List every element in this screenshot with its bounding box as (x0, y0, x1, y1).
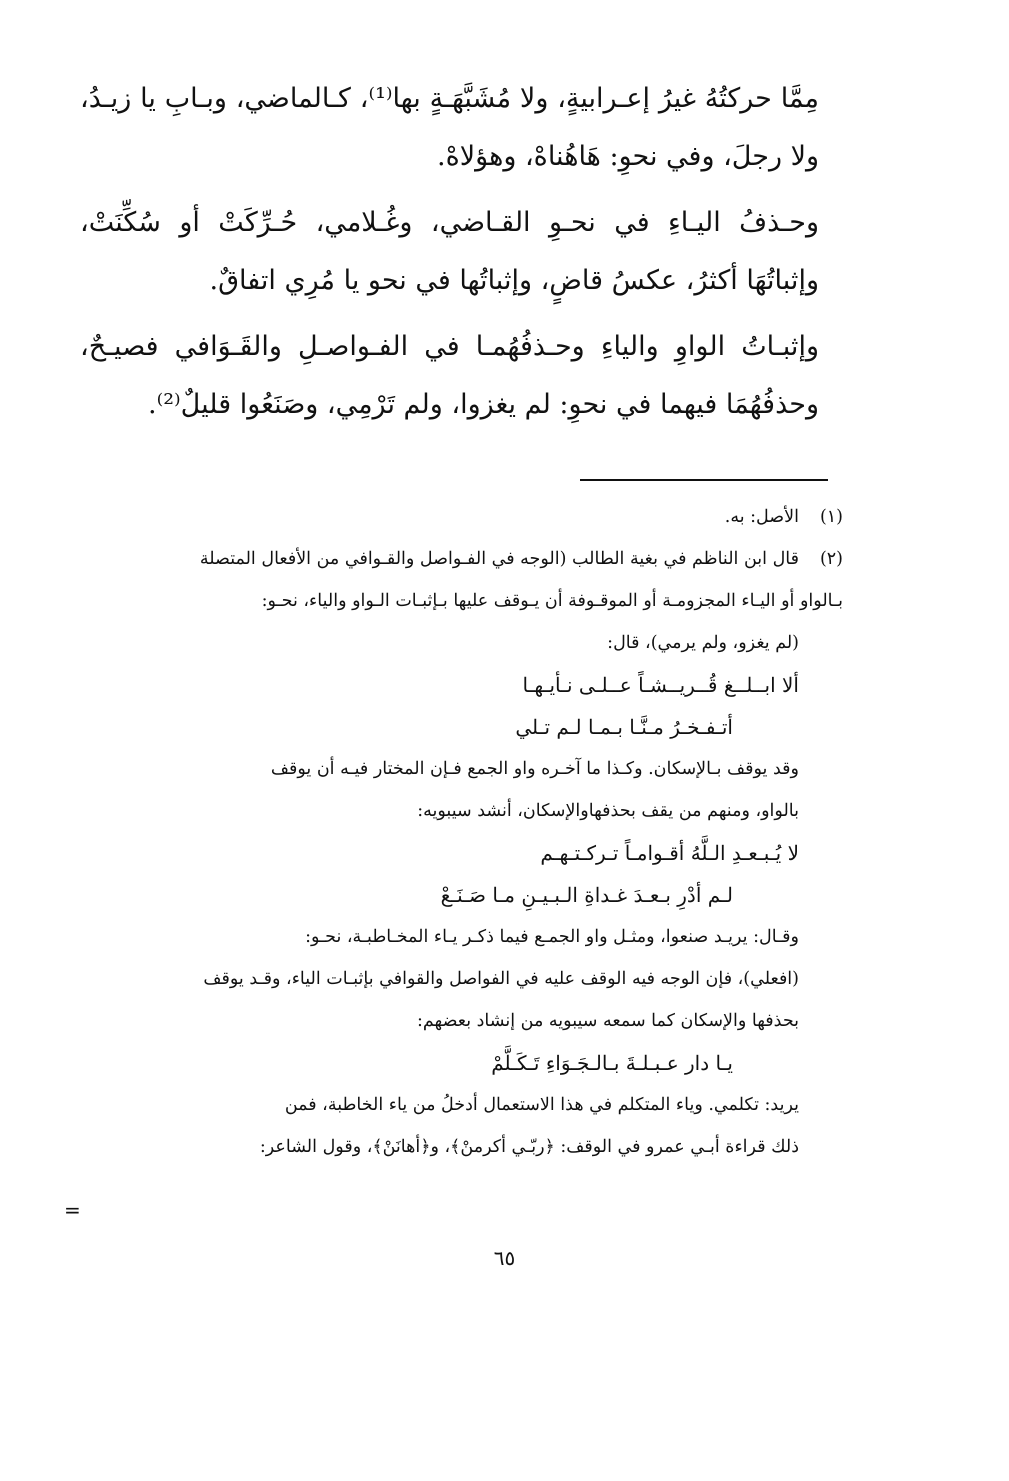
footnote-2-line-9: يريد: تكلمي. وياء المتكلم في هذا الاستعمال أدخلُ من ياء الخاطبة، فمن (284, 1095, 799, 1115)
footnote-separator (580, 479, 828, 481)
paragraph-1: مِمَّا حركتُهُ غيرُ إعـرابيةٍ، ولا مُشَبَّهَـةٍ بها⁽¹⁾، كـالماضي، وبـابِ يا زيـدُ، ولا رجلَ، وفي نحوِ: هَاهُناهْ، وهؤلاهْ. (80, 83, 820, 172)
page-number: ٦٥ (493, 1246, 516, 1270)
footnote-2-first-line (82, 538, 843, 580)
footnote-1 (82, 496, 843, 538)
paragraph-2: وحـذفُ اليـاءِ في نحـوِ القـاضي، وغُـلامي، حُـرِّكَتْ أو سُكِّنَتْ، وإثباتُهَا أكثرُ، عكسُ قاضٍ، وإثباتُها في نحو يا مُرِي اتفاقٌ. (80, 207, 819, 296)
footnote-2-line-4: وقد يوقف بـالإسكان. وكـذا ما آخـره واو الجمع فـإن المختار فيـه أن يوقف (270, 759, 799, 779)
main-text (80, 70, 819, 434)
footnote-2-line-7: (افعلي)، فإن الوجه فيه الوقف عليه في الفواصل والقوافي بإثبـات الياء، وقـد يوقف (203, 969, 799, 989)
continuation-mark: = (64, 1198, 81, 1222)
footnote-1-number: (١) (819, 507, 843, 527)
footnote-2-line-5: بالواو، ومنهم من يقف بحذفهاوالإسكان، أنشد سيبويه: (417, 801, 799, 821)
paragraph-3: وإثبـاتُ الواوِ والياءِ وحـذفُهُمـا في الفـواصـلِ والقَـوَافي فصيـحٌ، وحذفُهُمَا فيهما في نحوِ: لم يغزوا، ولم تَرْمِي، وصَنَعُوا قليلٌ⁽²⁾. (80, 331, 819, 420)
footnote-2-line-8: بحذفها والإسكان كما سمعه سيبويه من إنشاد بعضهم: (416, 1011, 799, 1031)
footnote-2-line-6: وقـال: يريـد صنعوا، ومثـل واو الجمـع فيما ذكـر يـاء المخـاطبـة، نحـو: (305, 927, 799, 947)
verse-1-second-hemistich: أتـفـخـرُ مـنَّـا بـمـا لـم تـلي (515, 715, 733, 739)
verse-3: يـا دار عـبـلـةَ بـالـجَـوَاءِ تَـكَـلَّمْ (491, 1051, 733, 1075)
verse-2-second-hemistich: لـم أدْرِ بـعـدَ غـداةِ الـبـيـنِ مـا صَـنَـعْ (440, 883, 733, 907)
footnote-1-text: الأصل: به. (724, 507, 799, 527)
footnote-2-line-1: قال ابن الناظم في بغية الطالب (الوجه في الفـواصل والقـوافي من الأفعال المتصلة (199, 549, 799, 569)
footnote-2-number: (٢) (819, 549, 843, 569)
footnote-2-line-10: ذلك قراءة أبـي عمرو في الوقف: ﴿ربّـي أكرمنْ﴾، و﴿أهانَنْ﴾، وقول الشاعر: (259, 1137, 799, 1157)
footnote-2-line-2: بـالواو أو اليـاء المجزومـة أو الموقـوفة أن يـوقف عليها بـإثبـات الـواو والياء، نحـو: (261, 591, 843, 611)
verse-1-first-hemistich: ألا ابــلــغ قُــريــشـاً عــلـى نـأيـهـا (522, 673, 799, 697)
footnote-2-line-3: (لم يغزو، ولم يرمي)، قال: (607, 633, 799, 653)
verse-2-first-hemistich: لا يُـبـعـدِ الـلَّهُ أقـوامـاً تـركـتـهـم (540, 841, 799, 865)
footnotes (82, 496, 843, 1168)
